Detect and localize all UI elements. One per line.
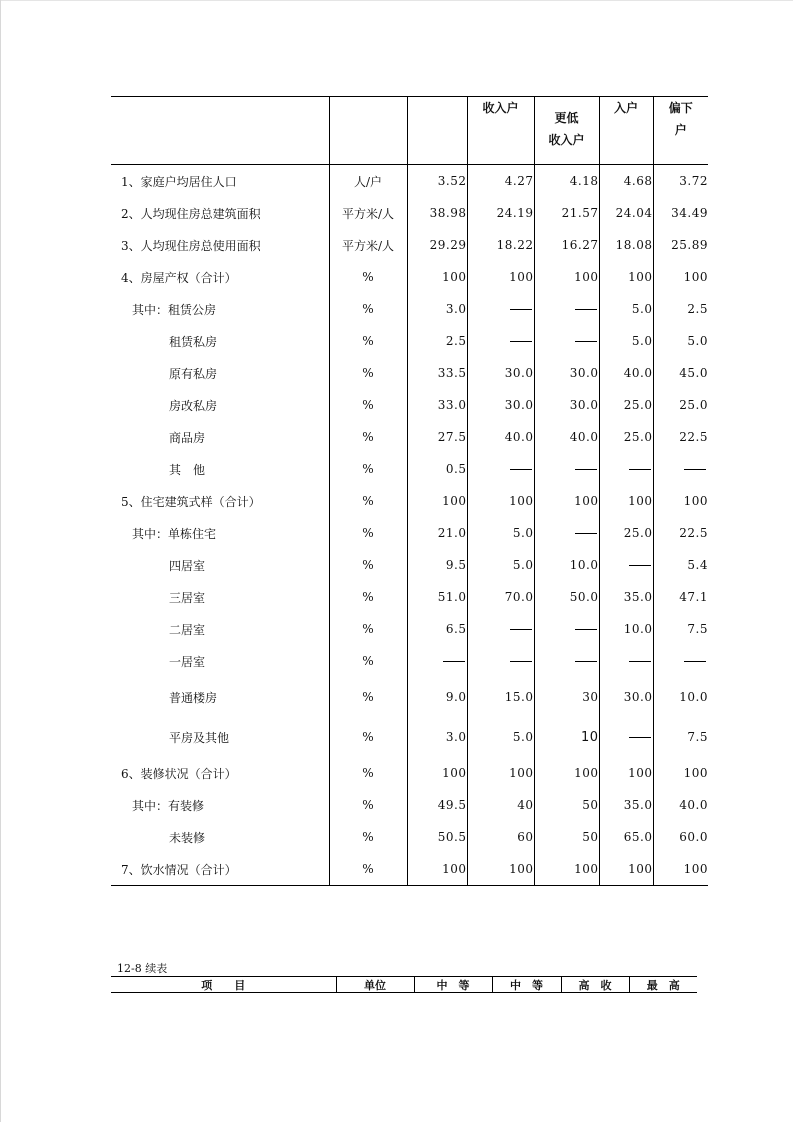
- empty-value-dash: [684, 661, 706, 662]
- empty-value-dash: [510, 469, 532, 470]
- housing-statistics-table: [111, 96, 708, 886]
- row-value: 0.5: [407, 453, 467, 485]
- row-unit: %: [329, 821, 407, 853]
- continued-caption: 12-8 续表: [117, 962, 168, 975]
- row-value: [599, 717, 653, 757]
- row-item-label: 4、房屋产权（合计）: [121, 270, 237, 285]
- table-row: [111, 453, 708, 485]
- row-value: 22.5: [653, 517, 708, 549]
- row-value: 100: [599, 757, 653, 789]
- row-value: 49.5: [407, 789, 467, 821]
- row-value: 35.0: [599, 789, 653, 821]
- table-row: [111, 613, 708, 645]
- row-item-label: 7、饮水情况（合计）: [111, 853, 329, 886]
- row-value: 50.5: [407, 821, 467, 853]
- row-value: 2.5: [407, 325, 467, 357]
- row-value: 3.0: [407, 293, 467, 325]
- row-value: 40.0: [467, 421, 534, 453]
- row-value: [534, 453, 599, 485]
- row-value: 60: [467, 821, 534, 853]
- row-value: 21.0: [407, 517, 467, 549]
- table-row: [111, 853, 708, 886]
- empty-value-dash: [510, 661, 532, 662]
- row-unit: %: [329, 485, 407, 517]
- row-value: 100: [534, 853, 599, 886]
- table-row: [111, 485, 708, 517]
- row-value: [467, 453, 534, 485]
- row-value: 40: [467, 789, 534, 821]
- row-value: 30: [534, 677, 599, 717]
- empty-value-dash: [575, 341, 597, 342]
- row-unit: 平方米/人: [329, 229, 407, 261]
- row-value: 9.0: [407, 677, 467, 717]
- row-value: 10.0: [534, 549, 599, 581]
- cont-header-highest: 最 高: [629, 977, 697, 993]
- row-value: 25.0: [653, 389, 708, 421]
- row-value: 25.89: [653, 229, 708, 261]
- empty-value-dash: [575, 533, 597, 534]
- row-value: 100: [534, 757, 599, 789]
- row-value: 100: [599, 485, 653, 517]
- empty-value-dash: [510, 629, 532, 630]
- row-item-label: 商品房: [169, 430, 206, 445]
- row-unit: %: [329, 325, 407, 357]
- row-value: 9.5: [407, 549, 467, 581]
- empty-value-dash: [575, 469, 597, 470]
- row-value: 70.0: [467, 581, 534, 613]
- row-value: 100: [534, 261, 599, 293]
- row-value: 100: [467, 853, 534, 886]
- row-value: 47.1: [653, 581, 708, 613]
- row-value: 38.98: [407, 197, 467, 229]
- table-row: [111, 325, 708, 357]
- table-row: [111, 645, 708, 677]
- row-value: 40.0: [653, 789, 708, 821]
- row-value: 100: [467, 485, 534, 517]
- row-item-label: 6、装修状况（合计）: [121, 766, 237, 781]
- row-value: 35.0: [599, 581, 653, 613]
- row-unit: %: [329, 261, 407, 293]
- cont-header-item: 项 目: [201, 979, 246, 992]
- table-row: [111, 789, 708, 821]
- row-unit: %: [329, 789, 407, 821]
- header-below-average: 偏下 户: [653, 97, 708, 165]
- row-value: 5.0: [467, 549, 534, 581]
- row-item-label: 房改私房: [169, 398, 218, 413]
- row-value: 5.0: [467, 517, 534, 549]
- table-row: [111, 677, 708, 717]
- row-value: 51.0: [407, 581, 467, 613]
- row-item-label: 一居室: [169, 654, 206, 669]
- empty-value-dash: [510, 309, 532, 310]
- row-unit: %: [329, 613, 407, 645]
- empty-value-dash: [575, 309, 597, 310]
- row-value: 100: [407, 853, 467, 886]
- row-value: 100: [653, 261, 708, 293]
- row-value: [599, 453, 653, 485]
- row-value: 100: [653, 757, 708, 789]
- row-item-label: 3、人均现住房总使用面积: [121, 238, 261, 253]
- row-item-label: 其中：单栋住宅: [132, 526, 217, 541]
- row-value: 100: [407, 485, 467, 517]
- row-value: 5.0: [653, 325, 708, 357]
- row-value: 25.0: [599, 517, 653, 549]
- row-value: [467, 613, 534, 645]
- row-value: 4.27: [467, 165, 534, 198]
- row-unit: %: [329, 757, 407, 789]
- row-value: 18.22: [467, 229, 534, 261]
- table-row: [111, 821, 708, 853]
- row-item-label: 未装修: [169, 830, 206, 845]
- empty-value-dash: [510, 341, 532, 342]
- empty-value-dash: [629, 469, 651, 470]
- row-unit: %: [329, 549, 407, 581]
- row-value: 5.4: [653, 549, 708, 581]
- row-value: 25.0: [599, 389, 653, 421]
- row-value: 100: [653, 853, 708, 886]
- row-value: 10.0: [599, 613, 653, 645]
- empty-value-dash: [575, 661, 597, 662]
- row-value: 7.5: [653, 717, 708, 757]
- row-value: 3.72: [653, 165, 708, 198]
- row-value: 18.08: [599, 229, 653, 261]
- row-value: 5.0: [467, 717, 534, 757]
- row-value: 6.5: [407, 613, 467, 645]
- row-value: 33.5: [407, 357, 467, 389]
- page-top-edge: [1, 0, 793, 2]
- row-value: 50: [534, 789, 599, 821]
- continued-table-header: [111, 976, 697, 993]
- row-value: 100: [599, 853, 653, 886]
- row-item-label: 平房及其他: [169, 730, 230, 745]
- cont-header-medium-2: 中 等: [492, 977, 561, 993]
- row-value: [534, 293, 599, 325]
- row-item-label: 三居室: [169, 590, 206, 605]
- row-value: 24.19: [467, 197, 534, 229]
- row-value: 22.5: [653, 421, 708, 453]
- row-value: 40.0: [534, 421, 599, 453]
- row-unit: %: [329, 389, 407, 421]
- row-unit: %: [329, 645, 407, 677]
- row-value: 30.0: [467, 357, 534, 389]
- row-value: 60.0: [653, 821, 708, 853]
- row-value: 30.0: [534, 389, 599, 421]
- row-value: [653, 453, 708, 485]
- row-unit: %: [329, 453, 407, 485]
- table-row: [111, 517, 708, 549]
- row-value: [599, 645, 653, 677]
- row-value: [467, 325, 534, 357]
- header-unit: [329, 97, 407, 165]
- row-item-label: 四居室: [169, 558, 206, 573]
- row-value: 4.18: [534, 165, 599, 198]
- cont-header-medium-1: 中 等: [414, 977, 492, 993]
- empty-value-dash: [629, 565, 651, 566]
- table-row: [111, 549, 708, 581]
- row-value: 34.49: [653, 197, 708, 229]
- row-unit: %: [329, 357, 407, 389]
- row-value: 5.0: [599, 325, 653, 357]
- row-value: 21.57: [534, 197, 599, 229]
- empty-value-dash: [629, 737, 651, 738]
- row-value: 100: [407, 757, 467, 789]
- cont-header-unit: 单位: [336, 977, 414, 993]
- row-value: 45.0: [653, 357, 708, 389]
- row-value: [534, 645, 599, 677]
- row-value: 3.0: [407, 717, 467, 757]
- row-value: 100: [599, 261, 653, 293]
- row-unit: %: [329, 853, 407, 886]
- row-unit: %: [329, 517, 407, 549]
- header-item: [111, 97, 329, 165]
- row-value: 100: [534, 485, 599, 517]
- row-unit: %: [329, 717, 407, 757]
- row-value: [534, 325, 599, 357]
- row-value: 100: [467, 757, 534, 789]
- row-value: 29.29: [407, 229, 467, 261]
- row-value: 30.0: [467, 389, 534, 421]
- row-value: 4.68: [599, 165, 653, 198]
- row-value: 3.52: [407, 165, 467, 198]
- row-unit: %: [329, 677, 407, 717]
- row-item-label: 普通楼房: [169, 690, 218, 705]
- row-value: 15.0: [467, 677, 534, 717]
- row-unit: 平方米/人: [329, 197, 407, 229]
- row-item-label: 其 他: [169, 462, 206, 477]
- header-income-household: 收入户: [467, 97, 534, 165]
- row-value: 16.27: [534, 229, 599, 261]
- row-item-label: 其中：有装修: [132, 798, 205, 813]
- row-value: 30.0: [599, 677, 653, 717]
- table-row: [111, 421, 708, 453]
- row-value: 30.0: [534, 357, 599, 389]
- table-row: [111, 165, 708, 198]
- table-row: [111, 261, 708, 293]
- row-value: 33.0: [407, 389, 467, 421]
- row-unit: %: [329, 293, 407, 325]
- row-value: [599, 549, 653, 581]
- row-value: 10: [534, 717, 599, 757]
- table-row: [111, 581, 708, 613]
- row-value: 100: [407, 261, 467, 293]
- row-item-label: 其中：租赁公房: [132, 302, 217, 317]
- row-item-label: 5、住宅建筑式样（合计）: [121, 494, 261, 509]
- row-value: 7.5: [653, 613, 708, 645]
- empty-value-dash: [684, 469, 706, 470]
- row-value: 50: [534, 821, 599, 853]
- row-item-label: 1、家庭户均居住人口: [121, 174, 237, 189]
- row-value: 40.0: [599, 357, 653, 389]
- empty-value-dash: [629, 661, 651, 662]
- row-value: 65.0: [599, 821, 653, 853]
- row-value: 27.5: [407, 421, 467, 453]
- table-row: [111, 357, 708, 389]
- table-row: [111, 197, 708, 229]
- table-row: [111, 293, 708, 325]
- row-unit: %: [329, 421, 407, 453]
- header-household: 入户: [599, 97, 653, 165]
- row-item-label: 原有私房: [169, 366, 218, 381]
- row-value: 2.5: [653, 293, 708, 325]
- row-value: 5.0: [599, 293, 653, 325]
- cont-header-high-income: 高 收: [561, 977, 629, 993]
- row-unit: %: [329, 581, 407, 613]
- row-value: [534, 613, 599, 645]
- row-item-label: 二居室: [169, 622, 206, 637]
- header-overall: [407, 97, 467, 165]
- table-row: [111, 757, 708, 789]
- empty-value-dash: [575, 629, 597, 630]
- row-value: [467, 293, 534, 325]
- header-lower-income: 更低 收入户: [534, 97, 599, 165]
- table-row: [111, 389, 708, 421]
- row-value: [534, 517, 599, 549]
- table-row: [111, 717, 708, 757]
- row-item-label: 2、人均现住房总建筑面积: [121, 206, 261, 221]
- row-value: [467, 645, 534, 677]
- row-unit: 人/户: [329, 165, 407, 198]
- row-value: 50.0: [534, 581, 599, 613]
- table-header-row: [111, 97, 708, 165]
- row-value: [653, 645, 708, 677]
- empty-value-dash: [443, 661, 465, 662]
- row-value: 100: [467, 261, 534, 293]
- row-value: 100: [653, 485, 708, 517]
- row-value: 24.04: [599, 197, 653, 229]
- row-value: 10.0: [653, 677, 708, 717]
- row-value: 25.0: [599, 421, 653, 453]
- row-item-label: 租赁私房: [169, 334, 218, 349]
- table-row: [111, 229, 708, 261]
- row-value: [407, 645, 467, 677]
